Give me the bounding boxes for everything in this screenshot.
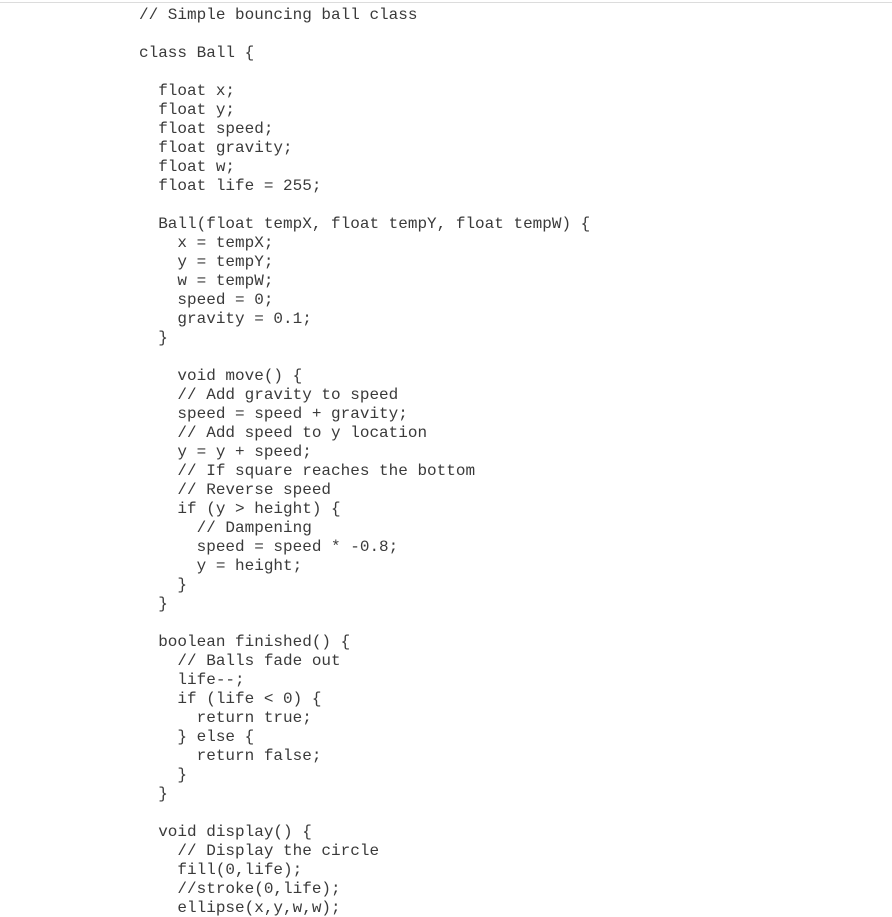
code-line: speed = speed + gravity; (139, 405, 408, 423)
code-line: float x; (139, 82, 236, 100)
code-line: if (y > height) { (139, 500, 341, 518)
code-line: if (life < 0) { (139, 690, 322, 708)
code-line: } (139, 329, 168, 347)
code-line: x = tempX; (139, 234, 274, 252)
code-line: return true; (139, 709, 312, 727)
code-line (139, 63, 590, 82)
code-line: // Reverse speed (139, 481, 332, 499)
code-line: ellipse(x,y,w,w); (139, 899, 341, 917)
code-line: } else { (139, 728, 255, 746)
code-line: speed = 0; (139, 291, 274, 309)
code-line: boolean finished() { (139, 633, 351, 651)
code-line: // Add speed to y location (139, 424, 428, 442)
code-line (139, 804, 590, 823)
top-divider (0, 2, 892, 3)
code-line: // If square reaches the bottom (139, 462, 476, 480)
code-line: return false; (139, 747, 322, 765)
code-line: float gravity; (139, 139, 293, 157)
code-line: gravity = 0.1; (139, 310, 312, 328)
code-line: fill(0,life); (139, 861, 303, 879)
code-line: class Ball { (139, 44, 255, 62)
code-line: Ball(float tempX, float tempY, float tempW) { (139, 215, 591, 233)
code-line: } (139, 785, 168, 803)
code-line: } (139, 576, 188, 594)
code-line: w = tempW; (139, 272, 274, 290)
code-line: // Simple bouncing ball class (139, 6, 418, 24)
code-line: //stroke(0,life); (139, 880, 341, 898)
code-line: float life = 255; (139, 177, 322, 195)
code-line: } (139, 595, 168, 613)
code-line (139, 196, 590, 215)
code-line: void move() { (139, 367, 303, 385)
code-line: float speed; (139, 120, 274, 138)
code-line: // Balls fade out (139, 652, 341, 670)
code-line (139, 348, 590, 367)
code-line: void display() { (139, 823, 312, 841)
code-line: // Display the circle (139, 842, 380, 860)
code-line (139, 25, 590, 44)
code-line: y = height; (139, 557, 303, 575)
code-line (139, 614, 590, 633)
code-line: // Dampening (139, 519, 312, 537)
code-line: life--; (139, 671, 245, 689)
code-line: float y; (139, 101, 236, 119)
code-line: float w; (139, 158, 236, 176)
code-line: // Add gravity to speed (139, 386, 399, 404)
code-line: speed = speed * -0.8; (139, 538, 399, 556)
code-line: y = tempY; (139, 253, 274, 271)
code-line: y = y + speed; (139, 443, 312, 461)
source-code (139, 6, 590, 917)
code-line: } (139, 766, 188, 784)
